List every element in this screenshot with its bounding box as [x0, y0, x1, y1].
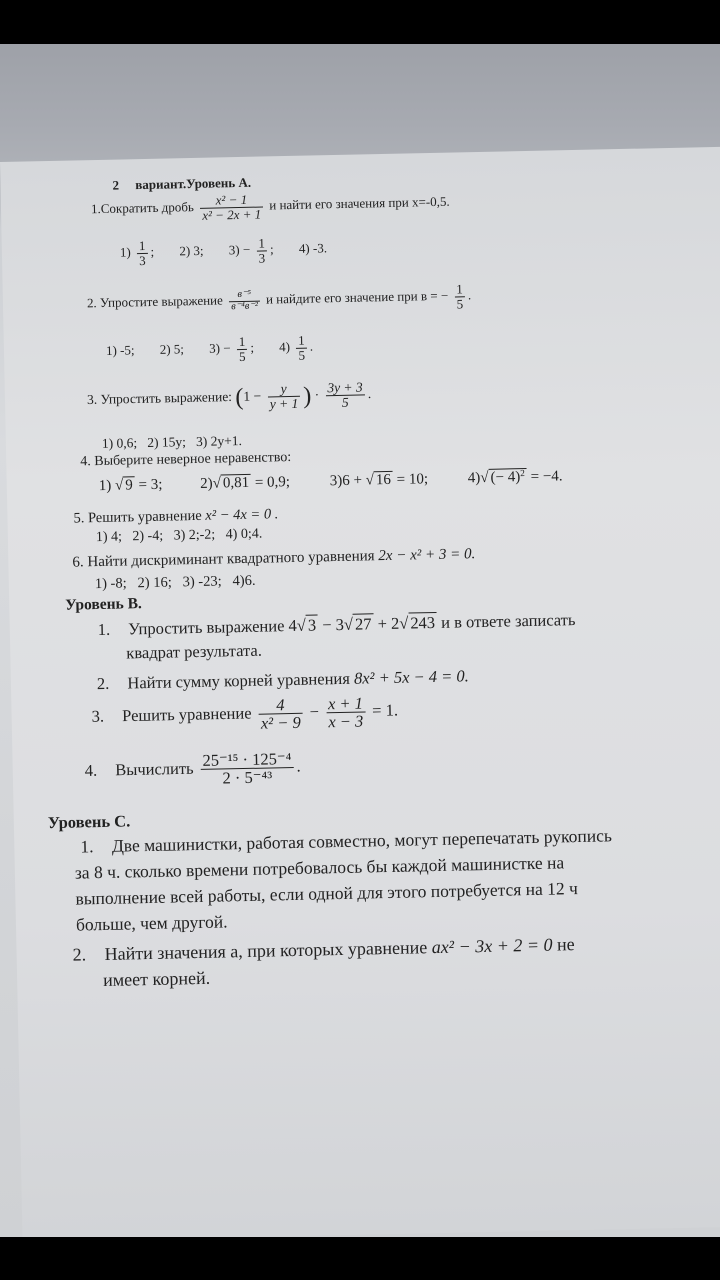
b3-f1-num: 4	[258, 696, 302, 715]
b4-num: 4.	[84, 760, 98, 780]
c2-post: не	[556, 934, 575, 955]
variant-title: вариант.Уровень А.	[135, 174, 252, 193]
b3-minus: −	[309, 702, 320, 722]
q2-condition: и найдите его значение при в = −	[265, 287, 449, 307]
q1-a3-den: 3	[258, 250, 266, 266]
c1-line3: выполнение всей работы, если одной для этого потребуется на 12 ч	[75, 878, 579, 909]
c2-line2: имеет корней.	[102, 967, 211, 991]
q1-a3: 3) −	[228, 241, 251, 258]
q6-equation: 2x − x² + 3 = 0.	[378, 546, 476, 565]
b2-num: 2.	[96, 673, 110, 694]
q2-a1: 1) -5;	[105, 342, 135, 358]
q1-den: x² − 2x + 1	[202, 206, 262, 223]
q3-text: 3. Упростить выражение:	[86, 388, 233, 407]
q1-fraction	[200, 193, 264, 223]
q2-value-frac	[454, 282, 465, 310]
b1-expr-a: 4	[288, 615, 297, 636]
q1-answers	[120, 235, 328, 268]
q3-end: .	[367, 386, 372, 402]
b1-text: Упростить выражение	[128, 616, 285, 639]
question-b2	[97, 666, 469, 694]
q1-a1-den: 3	[139, 252, 146, 268]
question-a1	[91, 189, 450, 225]
q2-end: .	[467, 287, 472, 303]
q6-text: 6. Найти дискриминант квадратного уравнения	[72, 548, 375, 571]
q4-answers: 1) √ 9 = 3; 2)√ 0,81 = 0,9; 3)6 + √ 16 = 10; 4)√ (− 4)$^2$ = −4.	[98, 468, 563, 495]
question-b1: 1. Упростить выражение 4√3 − 3√27 + 2√243 и в ответе записать	[97, 610, 576, 640]
q3-dot: ·	[314, 387, 320, 403]
q2-val-den: 5	[456, 295, 464, 312]
question-a6	[72, 546, 475, 571]
q2-val-num: 1	[454, 282, 465, 297]
c1-line4: больше, чем другой.	[75, 911, 228, 935]
b3-frac2	[326, 694, 366, 730]
b4-num-expr: 25⁻¹⁵ · 125⁻⁴	[200, 750, 293, 770]
q1-a1: 1)	[119, 244, 131, 260]
q4-a4-sup: 2	[520, 469, 525, 480]
question-b3	[91, 694, 398, 736]
b4-den-expr: 2 · 5⁻⁴³	[222, 767, 273, 788]
question-b4	[84, 750, 301, 790]
b1-rad-b: 27	[353, 613, 374, 633]
q2-a4-den: 5	[298, 347, 306, 363]
q4-a1-pre: 1)	[98, 477, 116, 495]
q1-condition: и найти его значения при x=-0,5.	[269, 193, 450, 213]
c1-line1: Две машинистки, работая совместно, могут перепечатать рукопись	[111, 825, 613, 856]
b3-f2-num: x + 1	[326, 694, 365, 713]
b3-f2-den: x − 3	[328, 711, 364, 732]
level-b-title: Уровень В.	[65, 595, 143, 614]
q6-answers: 1) -8; 2) 16; 3) -23; 4)6.	[94, 572, 256, 593]
q5-equation: x² − 4x = 0 .	[205, 506, 279, 524]
b1-line2: квадрат результата.	[126, 640, 263, 663]
q4-a3-pre: 3)6 +	[329, 472, 366, 490]
question-a2	[87, 282, 472, 318]
c2-text: Найти значения а, при которых уравнение	[104, 937, 428, 964]
q4-a2-post: = 0,9;	[250, 474, 291, 491]
c2-equation: ax² − 3x + 2 = 0	[431, 934, 553, 958]
q3-f1-den: y + 1	[269, 395, 299, 412]
q3-f1-num: y	[267, 382, 300, 398]
q1-num: x² − 1	[200, 193, 263, 209]
q3-frac1	[267, 382, 300, 412]
q3-frac2	[325, 380, 365, 410]
q4-a3-post: = 10;	[392, 471, 429, 488]
c1-num: 1.	[80, 836, 94, 857]
q2-a4: 4)	[279, 339, 291, 355]
b1-expr-c: + 2	[373, 613, 400, 634]
q3-inner: 1 −	[243, 388, 262, 404]
q2-text: 2. Упростите выражение	[86, 292, 223, 311]
c1-line2: за 8 ч. сколько времени потребовалось бы каждой машинистке на	[74, 852, 565, 883]
q1-a3-sep: ;	[269, 241, 274, 257]
q4-a1-rad: 9	[123, 476, 135, 493]
q2-a3-den: 5	[238, 348, 246, 364]
q1-a3-frac	[256, 236, 267, 264]
question-c2	[72, 934, 574, 966]
q3-f2-num: 3y + 3	[325, 380, 365, 396]
q4-a3-rad: 16	[374, 471, 393, 488]
b3-frac1	[258, 696, 303, 733]
q1-a1-sep: ;	[150, 243, 155, 259]
q2-a3-frac	[237, 335, 248, 363]
q1-a3-num: 1	[256, 236, 267, 251]
q1-a2: 2) 3;	[179, 242, 204, 259]
level-c-title: Уровень С.	[47, 811, 131, 833]
q2-a3-num: 1	[237, 335, 248, 350]
b1-expr-b: − 3	[317, 614, 345, 635]
question-a3: 3. Упростить выражение: (1 − $\frac{y}{y + 1}$ ) · $\frac{3y + 3}{5}$ .	[86, 379, 372, 412]
q1-a1-num: 1	[137, 239, 148, 254]
b3-num: 3.	[91, 706, 105, 726]
q3-answers: 1) 0,6; 2) 15y; 3) 2y+1.	[101, 432, 243, 451]
b4-text: Вычислить	[115, 758, 194, 780]
q4-a1-post: = 3;	[134, 476, 163, 494]
q2-num: в⁻⁵	[229, 289, 260, 302]
b1-post: и в ответе записать	[440, 610, 576, 632]
c2-num: 2.	[72, 944, 87, 965]
q2-a4-num: 1	[296, 334, 307, 349]
b4-fraction	[200, 750, 294, 788]
b3-text: Решить уравнение	[121, 703, 252, 726]
q4-a2-pre: 2)	[199, 475, 213, 492]
q4-a4-pre: 4)	[467, 470, 481, 487]
q2-fraction	[229, 289, 260, 312]
b1-rad-c: 243	[408, 612, 437, 633]
q2-answers	[106, 333, 314, 366]
q4-a4-rad: (− 4)	[490, 469, 521, 486]
q2-den: в⁻⁴в⁻²	[231, 300, 259, 312]
q5-text: 5. Решить уравнение	[73, 507, 202, 527]
q1-a1-frac	[137, 239, 148, 267]
variant-header	[112, 175, 251, 194]
q1-text: 1.Сократить дробь	[90, 199, 194, 217]
variant-number: 2	[112, 177, 120, 193]
b4-end: .	[296, 756, 301, 776]
q2-a3-sep: ;	[250, 339, 255, 355]
worksheet-paper	[0, 147, 720, 1237]
b2-equation: 8x² + 5x − 4 = 0.	[353, 666, 469, 688]
q2-a4-frac	[296, 334, 307, 362]
b1-num: 1.	[97, 619, 111, 640]
q2-a4-end: .	[309, 338, 314, 354]
q4-a4-post: = −4.	[526, 468, 563, 486]
b3-f1-den: x² − 9	[260, 713, 301, 733]
photo-background	[0, 44, 720, 1237]
q4-a2-rad: 0,81	[221, 474, 252, 492]
q2-a2: 2) 5;	[159, 341, 185, 357]
b1-rad-a: 3	[306, 614, 319, 634]
question-a5	[73, 506, 278, 527]
q5-answers: 1) 4; 2) -4; 3) 2;-2; 4) 0;4.	[95, 526, 263, 546]
b3-rhs: = 1.	[371, 700, 399, 720]
q4-title: 4. Выберите неверное неравенство:	[80, 449, 292, 470]
q1-a4: 4) -3.	[298, 240, 328, 256]
q3-f2-den: 5	[341, 394, 349, 411]
q2-a3: 3) −	[209, 340, 231, 356]
b2-text: Найти сумму корней уравнения	[127, 668, 351, 693]
